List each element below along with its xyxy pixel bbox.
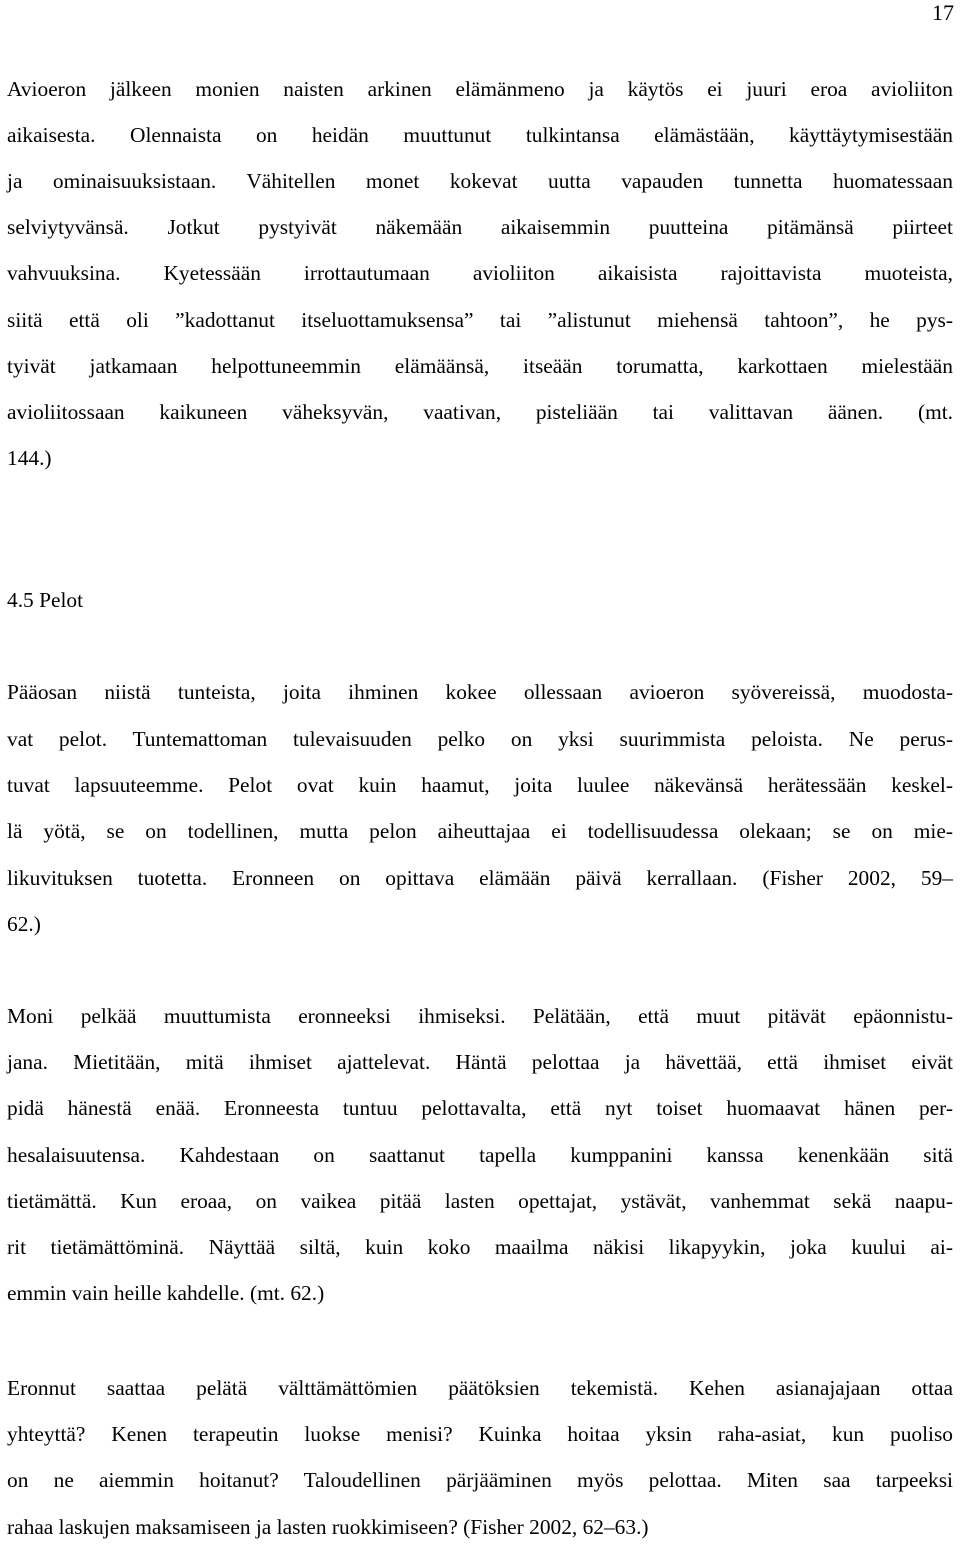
text-line: on ne aiemmin hoitanut? Taloudellinen pärjääminen myös pelottaa. Miten saa tarpeeksi [7, 1468, 953, 1492]
text-line: rahaa laskujen maksamiseen ja lasten ruokkimiseen? (Fisher 2002, 62–63.) [7, 1515, 649, 1539]
text-line: pidä hänestä enää. Eronneesta tuntuu pelottavalta, että nyt toiset huomaavat hänen per- [7, 1096, 953, 1120]
text-line: lä yötä, se on todellinen, mutta pelon aiheuttajaa ei todellisuudessa olekaan; se on mie- [7, 819, 953, 843]
text-line: vahvuuksina. Kyetessään irrottautumaan avioliiton aikaisista rajoittavista muoteista, [7, 261, 953, 285]
page-number: 17 [932, 0, 954, 25]
text-line: jana. Mietitään, mitä ihmiset ajattelevat. Häntä pelottaa ja hävettää, että ihmiset eivät [7, 1050, 953, 1074]
text-line: tyivät jatkamaan helpottuneemmin elämäänsä, itseään torumatta, karkottaen mielestään [7, 354, 953, 378]
text-line: Avioeron jälkeen monien naisten arkinen elämänmeno ja käytös ei juuri eroa avioliiton [7, 77, 953, 101]
text-line: siitä että oli ”kadottanut itseluottamuksensa” tai ”alistunut miehensä tahtoon”, he pys- [7, 308, 953, 332]
text-line: 62.) [7, 912, 41, 936]
text-line: vat pelot. Tuntemattoman tulevaisuuden pelko on yksi suurimmista peloista. Ne perus- [7, 727, 953, 751]
text-line: tietämättä. Kun eroaa, on vaikea pitää lasten opettajat, ystävät, vanhemmat sekä naapu- [7, 1189, 953, 1213]
text-line: hesalaisuutensa. Kahdestaan on saattanut tapella kumppanini kanssa kenenkään sitä [7, 1143, 953, 1167]
text-line: avioliitossaan kaikuneen väheksyvän, vaativan, pisteliään tai valittavan äänen. (mt. [7, 400, 953, 424]
text-line: aikaisesta. Olennaista on heidän muuttunut tulkintansa elämästään, käyttäytymisestään [7, 123, 953, 147]
text-line: yhteyttä? Kenen terapeutin luokse menisi? Kuinka hoitaa yksin raha-asiat, kun puoliso [7, 1422, 953, 1446]
text-line: likuvituksen tuotetta. Eronneen on opittava elämään päivä kerrallaan. (Fisher 2002, 59– [7, 866, 953, 890]
text-line: Pääosan niistä tunteista, joita ihminen kokee ollessaan avioeron syövereissä, muodosta- [7, 680, 953, 704]
text-line: tuvat lapsuuteemme. Pelot ovat kuin haamut, joita luulee näkevänsä herätessään keskel- [7, 773, 953, 797]
text-line: rit tietämättöminä. Näyttää siltä, kuin koko maailma näkisi likapyykin, joka kuului ai- [7, 1235, 953, 1259]
text-line: selviytyvänsä. Jotkut pystyivät näkemään aikaisemmin puutteina pitämänsä piirteet [7, 215, 953, 239]
text-line: emmin vain heille kahdelle. (mt. 62.) [7, 1281, 325, 1305]
text-line: Moni pelkää muuttumista eronneeksi ihmiseksi. Pelätään, että muut pitävät epäonnistu- [7, 1004, 953, 1028]
text-line: Eronnut saattaa pelätä välttämättömien päätöksien tekemistä. Kehen asianajajaan ottaa [7, 1376, 953, 1400]
text-line: 144.) [7, 446, 52, 470]
text-line: ja ominaisuuksistaan. Vähitellen monet kokevat uutta vapauden tunnetta huomatessaan [7, 169, 953, 193]
section-heading: 4.5 Pelot [7, 588, 84, 612]
